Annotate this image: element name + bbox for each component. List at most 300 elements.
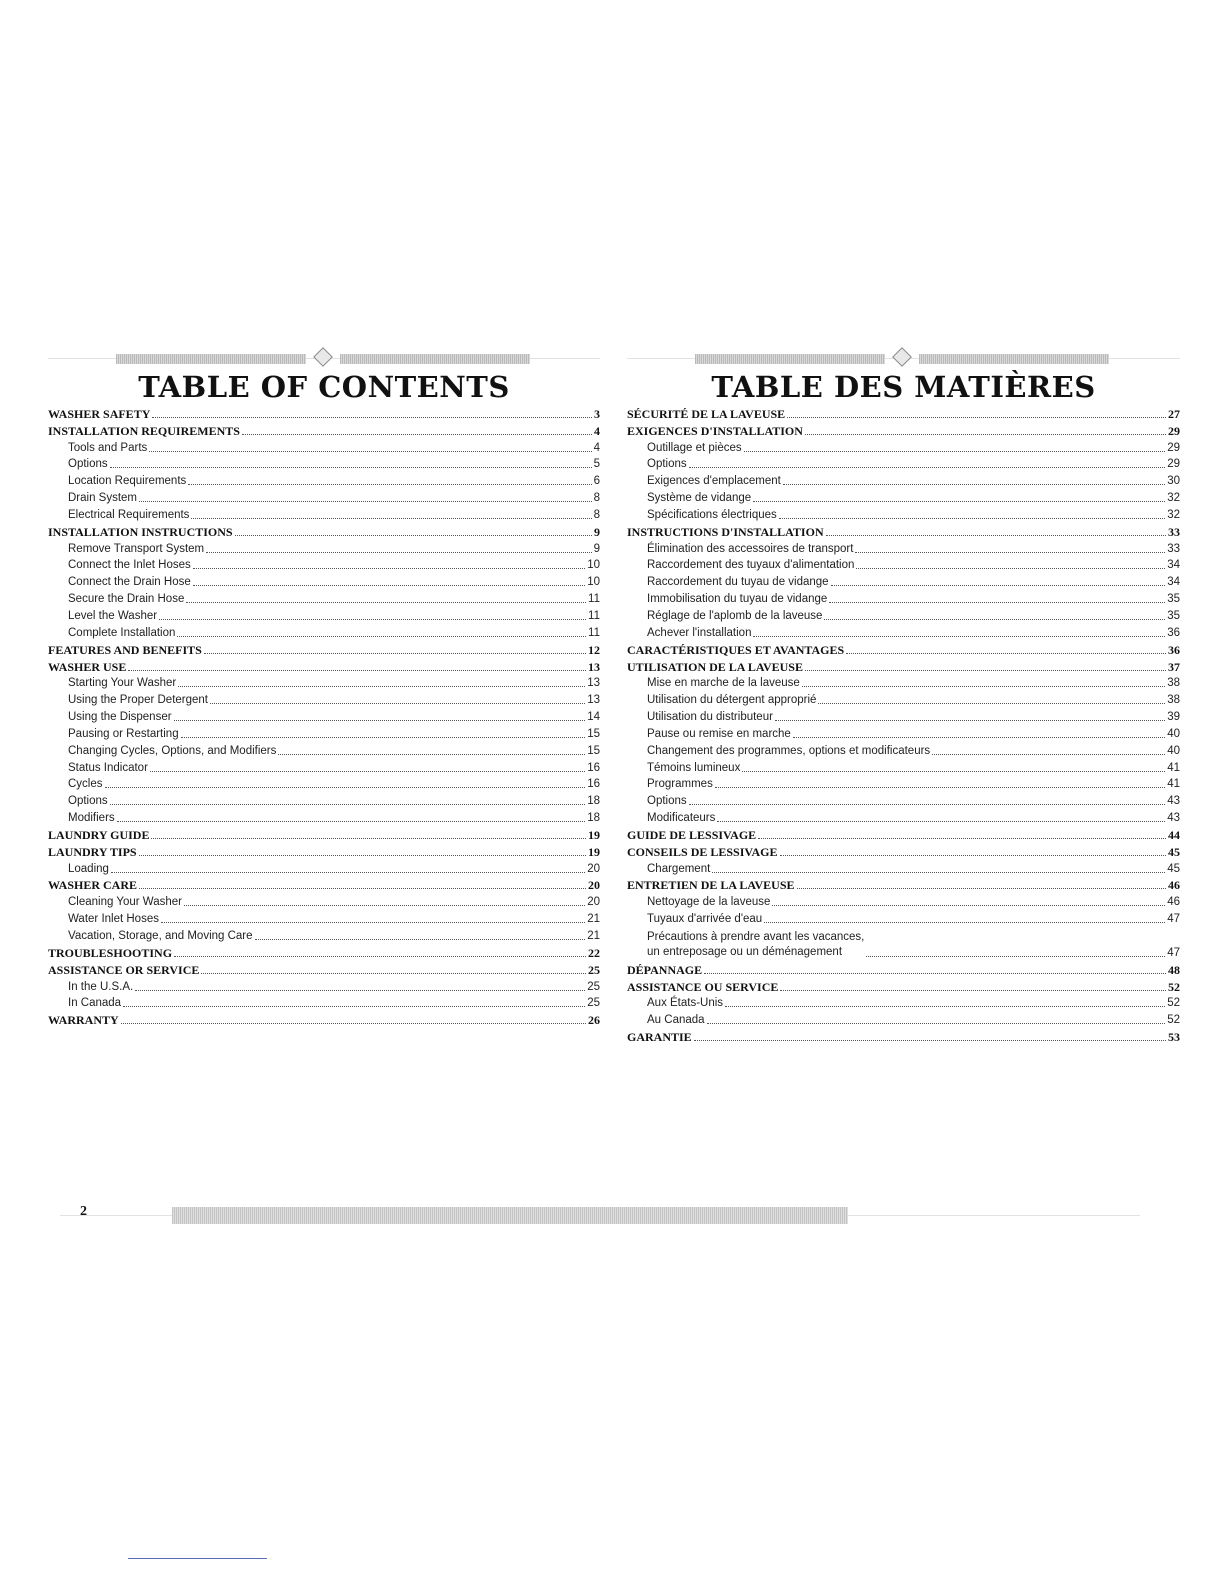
toc-entry-page: 4: [593, 441, 600, 454]
toc-entry-page: 10: [587, 559, 600, 572]
page-number: 2: [80, 1204, 87, 1219]
toc-entry-page: 13: [587, 694, 600, 707]
toc-entry[interactable]: [48, 404, 600, 421]
toc-entry-label: In Canada: [68, 997, 122, 1010]
toc-entry[interactable]: [48, 859, 600, 876]
dot-leader: [855, 552, 1165, 553]
diamond-ornament-icon: [892, 347, 912, 367]
toc-entry[interactable]: [627, 1010, 1180, 1027]
dot-leader: [135, 990, 585, 991]
toc-entry-label: Changement des programmes, options et modificateurs: [647, 744, 931, 757]
toc-entry-page: 25: [587, 980, 600, 993]
toc-entry[interactable]: [48, 471, 600, 488]
toc-entry-label: Loading: [68, 862, 109, 875]
toc-entry-page: 20: [587, 862, 600, 875]
toc-entry-label: Achever l'installation: [647, 626, 752, 639]
dot-leader: [712, 872, 1165, 873]
toc-entry-page: 33: [1168, 524, 1180, 539]
toc-entry-page: 11: [588, 609, 600, 622]
toc-entry-page: 11: [588, 626, 600, 639]
dot-leader: [178, 686, 585, 687]
dot-leader: [824, 619, 1165, 620]
toc-entry-label: Connect the Drain Hose: [68, 576, 191, 589]
toc-entry[interactable]: [48, 876, 600, 893]
page-footer: [60, 1204, 1140, 1226]
toc-entry-page: 52: [1168, 979, 1180, 994]
toc-entry-page: 10: [587, 576, 600, 589]
toc-entry-page: 16: [587, 778, 600, 791]
title-ornament: [48, 348, 600, 370]
toc-entry-label: Utilisation du distributeur: [647, 711, 773, 724]
toc-entry-page: 18: [587, 812, 600, 825]
toc-entry-label: Outillage et pièces: [647, 441, 742, 454]
toc-entry-label: WASHER CARE: [48, 878, 138, 893]
toc-entry[interactable]: [48, 606, 600, 623]
diamond-ornament-icon: [313, 347, 333, 367]
toc-entry-label: Programmes: [647, 778, 713, 791]
dot-leader: [255, 939, 586, 940]
toc-entry-page: 45: [1167, 862, 1180, 875]
dot-leader: [204, 653, 586, 654]
toc-entry-page: 38: [1167, 677, 1180, 690]
dot-leader: [128, 670, 586, 671]
toc-entry-label: Nettoyage de la laveuse: [647, 896, 771, 909]
toc-entry-label: Témoins lumineux: [647, 761, 741, 774]
dot-leader: [186, 602, 586, 603]
toc-entry-label: Aux États-Unis: [647, 997, 724, 1010]
toc-entry-label: CONSEILS DE LESSIVAGE: [627, 844, 778, 859]
toc-entry-page: 39: [1167, 711, 1180, 724]
toc-entry-label: [647, 930, 864, 960]
toc-entry[interactable]: [627, 960, 1180, 977]
dot-leader: [110, 804, 586, 805]
toc-entry[interactable]: [627, 421, 1180, 438]
toc-entry[interactable]: [48, 505, 600, 522]
toc-entry[interactable]: [48, 438, 600, 455]
toc-entry[interactable]: [48, 488, 600, 505]
toc-entry[interactable]: [627, 623, 1180, 640]
dot-leader: [689, 804, 1166, 805]
toc-entry-page: 25: [587, 997, 600, 1010]
toc-entry-page: 35: [1167, 593, 1180, 606]
toc-entry-label: Changing Cycles, Options, and Modifiers: [68, 744, 277, 757]
toc-entry-page: 29: [1167, 441, 1180, 454]
toc-entry-label: Remove Transport System: [68, 542, 205, 555]
toc-entry-page: 18: [587, 795, 600, 808]
toc-entry[interactable]: [48, 640, 600, 657]
toc-entry[interactable]: [627, 455, 1180, 472]
toc-entry-label: Pause ou remise en marche: [647, 727, 791, 740]
toc-entry-page: 14: [587, 711, 600, 724]
toc-entry-label: Mise en marche de la laveuse: [647, 677, 800, 690]
dot-leader: [201, 973, 586, 974]
toc-entry[interactable]: [627, 556, 1180, 573]
toc-entry-label: INSTRUCTIONS D'INSTALLATION: [627, 524, 824, 539]
toc-entry-page: 12: [588, 642, 600, 657]
dot-leader: [802, 686, 1165, 687]
dot-leader: [235, 535, 592, 536]
toc-entry[interactable]: [627, 1027, 1180, 1044]
toc-entry-page: 36: [1167, 626, 1180, 639]
dot-leader: [780, 990, 1166, 991]
toc-entry-label: Complete Installation: [68, 626, 176, 639]
dot-leader: [151, 838, 586, 839]
toc-entry-label: Status Indicator: [68, 761, 148, 774]
toc-entry-page: 16: [587, 761, 600, 774]
toc-entry-page: 9: [593, 542, 600, 555]
toc-entry[interactable]: [48, 791, 600, 808]
toc-entry[interactable]: [627, 926, 1180, 960]
toc-entry-label: Chargement: [647, 862, 711, 875]
toc-entry-page: 15: [587, 727, 600, 740]
toc-entry-page: 13: [587, 677, 600, 690]
toc-entry-page: 46: [1168, 878, 1180, 893]
dot-leader: [121, 1023, 586, 1024]
toc-entry-label: Pausing or Restarting: [68, 727, 179, 740]
toc-entry-label: LAUNDRY GUIDE: [48, 827, 150, 842]
toc-entry-page: 20: [587, 896, 600, 909]
toc-entry[interactable]: [627, 876, 1180, 893]
toc-entry[interactable]: [627, 657, 1180, 674]
toc-entry-label: Vacation, Storage, and Moving Care: [68, 930, 253, 942]
toc-entry-page: 19: [588, 827, 600, 842]
toc-entry-label: Tools and Parts: [68, 441, 148, 454]
toc-entry[interactable]: [48, 589, 600, 606]
toc-entry-page: 13: [588, 659, 600, 674]
toc-entry[interactable]: [627, 977, 1180, 994]
toc-entry-page: 53: [1168, 1030, 1180, 1045]
toc-entry-label: Raccordement du tuyau de vidange: [647, 576, 829, 589]
dot-leader: [694, 1040, 1166, 1041]
toc-entry[interactable]: [627, 909, 1180, 926]
toc-entry[interactable]: [48, 455, 600, 472]
toc-entry-page: 52: [1167, 1014, 1180, 1027]
toc-entry[interactable]: [48, 808, 600, 825]
dot-leader: [191, 518, 591, 519]
toc-entry[interactable]: [627, 488, 1180, 505]
toc-entry-label: UTILISATION DE LA LAVEUSE: [627, 659, 803, 674]
dot-leader: [764, 922, 1165, 923]
dot-leader: [123, 1006, 585, 1007]
toc-entry-page: 47: [1167, 913, 1180, 926]
dot-leader: [753, 636, 1165, 637]
dot-leader: [715, 787, 1165, 788]
toc-entry[interactable]: [627, 438, 1180, 455]
toc-entry-page: 11: [588, 593, 600, 606]
page-title: TABLE DES MATIÈRES: [711, 370, 1096, 404]
dot-leader: [805, 434, 1166, 435]
toc-entry-label: Starting Your Washer: [68, 677, 177, 690]
dot-leader: [831, 585, 1166, 586]
toc-entry-label: SÉCURITÉ DE LA LAVEUSE: [627, 406, 786, 421]
toc-entry-page: 4: [594, 423, 600, 438]
toc-entry[interactable]: [48, 522, 600, 539]
toc-entry-page: 25: [588, 962, 600, 977]
toc-entry-label: Using the Proper Detergent: [68, 694, 208, 707]
toc-entry-page: 34: [1167, 576, 1180, 589]
toc-entry-label: LAUNDRY TIPS: [48, 844, 137, 859]
dot-leader: [744, 451, 1166, 452]
toc-entry-page: 33: [1167, 542, 1180, 555]
toc-entry-page: 20: [588, 878, 600, 893]
footer-bar: [172, 1207, 848, 1224]
dot-leader: [210, 703, 585, 704]
toc-entry[interactable]: [627, 539, 1180, 556]
toc-entry[interactable]: [627, 825, 1180, 842]
toc-entry[interactable]: [627, 572, 1180, 589]
toc-entry[interactable]: [627, 758, 1180, 775]
toc-entry[interactable]: [627, 707, 1180, 724]
toc-entry[interactable]: [48, 690, 600, 707]
toc-entry[interactable]: [627, 690, 1180, 707]
toc-entry-label: Level the Washer: [68, 609, 158, 622]
dot-leader: [105, 787, 586, 788]
toc-entry-label: Immobilisation du tuyau de vidange: [647, 593, 828, 606]
dot-leader: [174, 956, 586, 957]
dot-leader: [193, 568, 585, 569]
toc-entry-page: 36: [1168, 642, 1180, 657]
toc-entry-page: 48: [1168, 962, 1180, 977]
toc-entry-page: 40: [1167, 744, 1180, 757]
toc-entry-label: Tuyaux d'arrivée d'eau: [647, 913, 763, 926]
dot-leader: [707, 1023, 1166, 1024]
toc-entry[interactable]: [48, 556, 600, 573]
dot-leader: [117, 821, 586, 822]
toc-entry-page: 38: [1167, 694, 1180, 707]
dot-leader: [689, 467, 1166, 468]
toc-entry[interactable]: [627, 640, 1180, 657]
dot-leader: [846, 653, 1166, 654]
dot-leader: [753, 501, 1165, 502]
toc-entry-page: 15: [587, 744, 600, 757]
toc-entry[interactable]: [48, 994, 600, 1011]
dot-leader: [174, 720, 586, 721]
toc-entry-label: Modifiers: [68, 812, 115, 825]
toc-entry-page: 41: [1167, 778, 1180, 791]
toc-entry-label: In the U.S.A.: [68, 980, 134, 993]
toc-entry-page: 35: [1167, 609, 1180, 622]
toc-entry[interactable]: [627, 505, 1180, 522]
dot-leader: [826, 535, 1166, 536]
dot-leader: [206, 552, 591, 553]
toc-entry-label: Secure the Drain Hose: [68, 593, 185, 606]
toc-entry[interactable]: [48, 623, 600, 640]
dot-leader: [797, 888, 1166, 889]
toc-entry-page: 37: [1168, 659, 1180, 674]
toc-entry-page: 52: [1167, 997, 1180, 1010]
toc-entry-label: CARACTÉRISTIQUES ET AVANTAGES: [627, 642, 845, 657]
toc-entry[interactable]: [627, 791, 1180, 808]
dot-leader: [787, 417, 1166, 418]
toc-entry-label: Using the Dispenser: [68, 711, 172, 724]
toc-entry-label: Utilisation du détergent approprié: [647, 694, 817, 707]
toc-entry-page: 43: [1167, 812, 1180, 825]
toc-entry-label: TROUBLESHOOTING: [48, 945, 173, 960]
toc-entry-page: 29: [1168, 423, 1180, 438]
title-ornament: [627, 348, 1180, 370]
dot-leader: [775, 720, 1165, 721]
dot-leader: [150, 771, 585, 772]
dot-leader: [829, 602, 1165, 603]
toc-entry-label: Système de vidange: [647, 492, 752, 505]
toc-entry[interactable]: [627, 606, 1180, 623]
toc-entry-label: Water Inlet Hoses: [68, 913, 159, 926]
toc-entry-label: DÉPANNAGE: [627, 962, 703, 977]
toc-entry-label: Cycles: [68, 778, 103, 791]
toc-entry[interactable]: [627, 859, 1180, 876]
toc-entry[interactable]: [627, 808, 1180, 825]
toc-entry-label: FEATURES AND BENEFITS: [48, 642, 202, 657]
toc-entry-page: 30: [1167, 475, 1180, 488]
toc-entry-page: 22: [588, 945, 600, 960]
toc-entry-label: WASHER SAFETY: [48, 406, 151, 421]
toc-entry[interactable]: [627, 724, 1180, 741]
dot-leader: [139, 888, 586, 889]
toc-entry[interactable]: [627, 674, 1180, 691]
dot-leader: [110, 467, 592, 468]
toc-entry-page: 29: [1167, 458, 1180, 471]
dot-leader: [818, 703, 1165, 704]
dot-leader: [758, 838, 1166, 839]
toc-entry-label: WARRANTY: [48, 1013, 119, 1028]
toc-entry-label: Options: [68, 458, 108, 471]
toc-entry-label: Réglage de l'aplomb de la laveuse: [647, 609, 823, 622]
toc-entry[interactable]: [48, 842, 600, 859]
toc-entry-page: 21: [587, 930, 600, 942]
toc-entry[interactable]: [48, 758, 600, 775]
toc-entry-page: 32: [1167, 508, 1180, 521]
toc-entry[interactable]: [627, 994, 1180, 1011]
toc-entry[interactable]: [627, 892, 1180, 909]
toc-entry-page: 3: [594, 406, 600, 421]
toc-entry[interactable]: [48, 825, 600, 842]
toc-entry[interactable]: [48, 741, 600, 758]
dot-leader: [139, 501, 592, 502]
toc-entry-label: Options: [647, 458, 687, 471]
dot-leader: [793, 737, 1165, 738]
toc-entry[interactable]: [48, 674, 600, 691]
toc-entry-label: Exigences d'emplacement: [647, 475, 781, 488]
toc-entry[interactable]: [48, 909, 600, 926]
toc-entry-label: GUIDE DE LESSIVAGE: [627, 827, 757, 842]
toc-entry-page: 21: [587, 913, 600, 926]
toc-entry[interactable]: [48, 892, 600, 909]
toc-entry[interactable]: [48, 1010, 600, 1027]
toc-entry-page: 26: [588, 1013, 600, 1028]
toc-entry-label: Modificateurs: [647, 812, 716, 825]
toc-entry-page: 9: [594, 524, 600, 539]
dot-leader: [111, 872, 585, 873]
toc-entry-label: Electrical Requirements: [68, 508, 190, 521]
toc-entry-page: 19: [588, 844, 600, 859]
toc-entry[interactable]: [48, 657, 600, 674]
toc-entry[interactable]: [48, 977, 600, 994]
toc-entry-label: Drain System: [68, 492, 138, 505]
toc-entry-page: 8: [593, 508, 600, 521]
dot-leader: [278, 754, 585, 755]
toc-entry-page: 44: [1168, 827, 1180, 842]
dot-leader: [717, 821, 1165, 822]
toc-entry[interactable]: [48, 707, 600, 724]
dot-leader: [779, 518, 1165, 519]
toc-entry-label: ENTRETIEN DE LA LAVEUSE: [627, 878, 795, 893]
toc-entry-label: ASSISTANCE OU SERVICE: [627, 979, 779, 994]
toc-entry-page: 45: [1168, 844, 1180, 859]
dot-leader: [866, 956, 1165, 957]
page-title: TABLE OF CONTENTS: [138, 370, 510, 404]
toc-english: [48, 348, 600, 1027]
dot-leader: [805, 670, 1166, 671]
dot-leader: [725, 1006, 1165, 1007]
toc-entry[interactable]: [627, 404, 1180, 421]
toc-entry-page: 43: [1167, 795, 1180, 808]
dot-leader: [242, 434, 592, 435]
toc-entry-label: INSTALLATION REQUIREMENTS: [48, 423, 240, 438]
dot-leader: [149, 451, 591, 452]
toc-entry-label: Cleaning Your Washer: [68, 896, 183, 909]
dot-leader: [932, 754, 1165, 755]
toc-entry-label: Élimination des accessoires de transport: [647, 542, 854, 555]
dot-leader: [780, 855, 1166, 856]
toc-entry-label: WASHER USE: [48, 659, 127, 674]
toc-entry[interactable]: [48, 421, 600, 438]
toc-list: [48, 404, 600, 1027]
dot-leader: [159, 619, 586, 620]
toc-entry-label: Connect the Inlet Hoses: [68, 559, 191, 572]
toc-entry-label: Spécifications électriques: [647, 508, 777, 521]
dot-leader: [184, 905, 585, 906]
toc-entry[interactable]: [48, 539, 600, 556]
toc-entry-label: Options: [68, 795, 108, 808]
toc-entry-label: INSTALLATION INSTRUCTIONS: [48, 524, 233, 539]
toc-entry[interactable]: [48, 960, 600, 977]
toc-entry[interactable]: [48, 926, 600, 943]
toc-entry-page: 6: [593, 475, 600, 488]
toc-entry-label-line: Précautions à prendre avant les vacances,: [647, 930, 865, 943]
dot-leader: [783, 484, 1165, 485]
divider: [128, 1558, 267, 1559]
toc-entry[interactable]: [627, 842, 1180, 859]
toc-entry-page: 40: [1167, 727, 1180, 740]
dot-leader: [856, 568, 1165, 569]
toc-entry-label: ASSISTANCE OR SERVICE: [48, 962, 200, 977]
toc-entry[interactable]: [48, 572, 600, 589]
dot-leader: [161, 922, 585, 923]
toc-entry[interactable]: [48, 724, 600, 741]
toc-entry[interactable]: [627, 775, 1180, 792]
toc-entry-page: 32: [1167, 492, 1180, 505]
toc-entry-page: 27: [1168, 406, 1180, 421]
toc-entry-label: Options: [647, 795, 687, 808]
toc-entry-page: 34: [1167, 559, 1180, 572]
toc-entry[interactable]: [627, 522, 1180, 539]
dot-leader: [742, 771, 1165, 772]
toc-entry[interactable]: [627, 589, 1180, 606]
toc-entry-label: Location Requirements: [68, 475, 187, 488]
dot-leader: [152, 417, 592, 418]
toc-entry[interactable]: [627, 741, 1180, 758]
toc-entry-page: 8: [593, 492, 600, 505]
toc-entry-page: 41: [1167, 761, 1180, 774]
dot-leader: [177, 636, 586, 637]
toc-entry[interactable]: [48, 943, 600, 960]
dot-leader: [193, 585, 585, 586]
toc-entry[interactable]: [627, 471, 1180, 488]
dot-leader: [772, 905, 1165, 906]
toc-list: [627, 404, 1180, 1044]
toc-entry[interactable]: [48, 775, 600, 792]
toc-entry-label: Au Canada: [647, 1014, 705, 1027]
